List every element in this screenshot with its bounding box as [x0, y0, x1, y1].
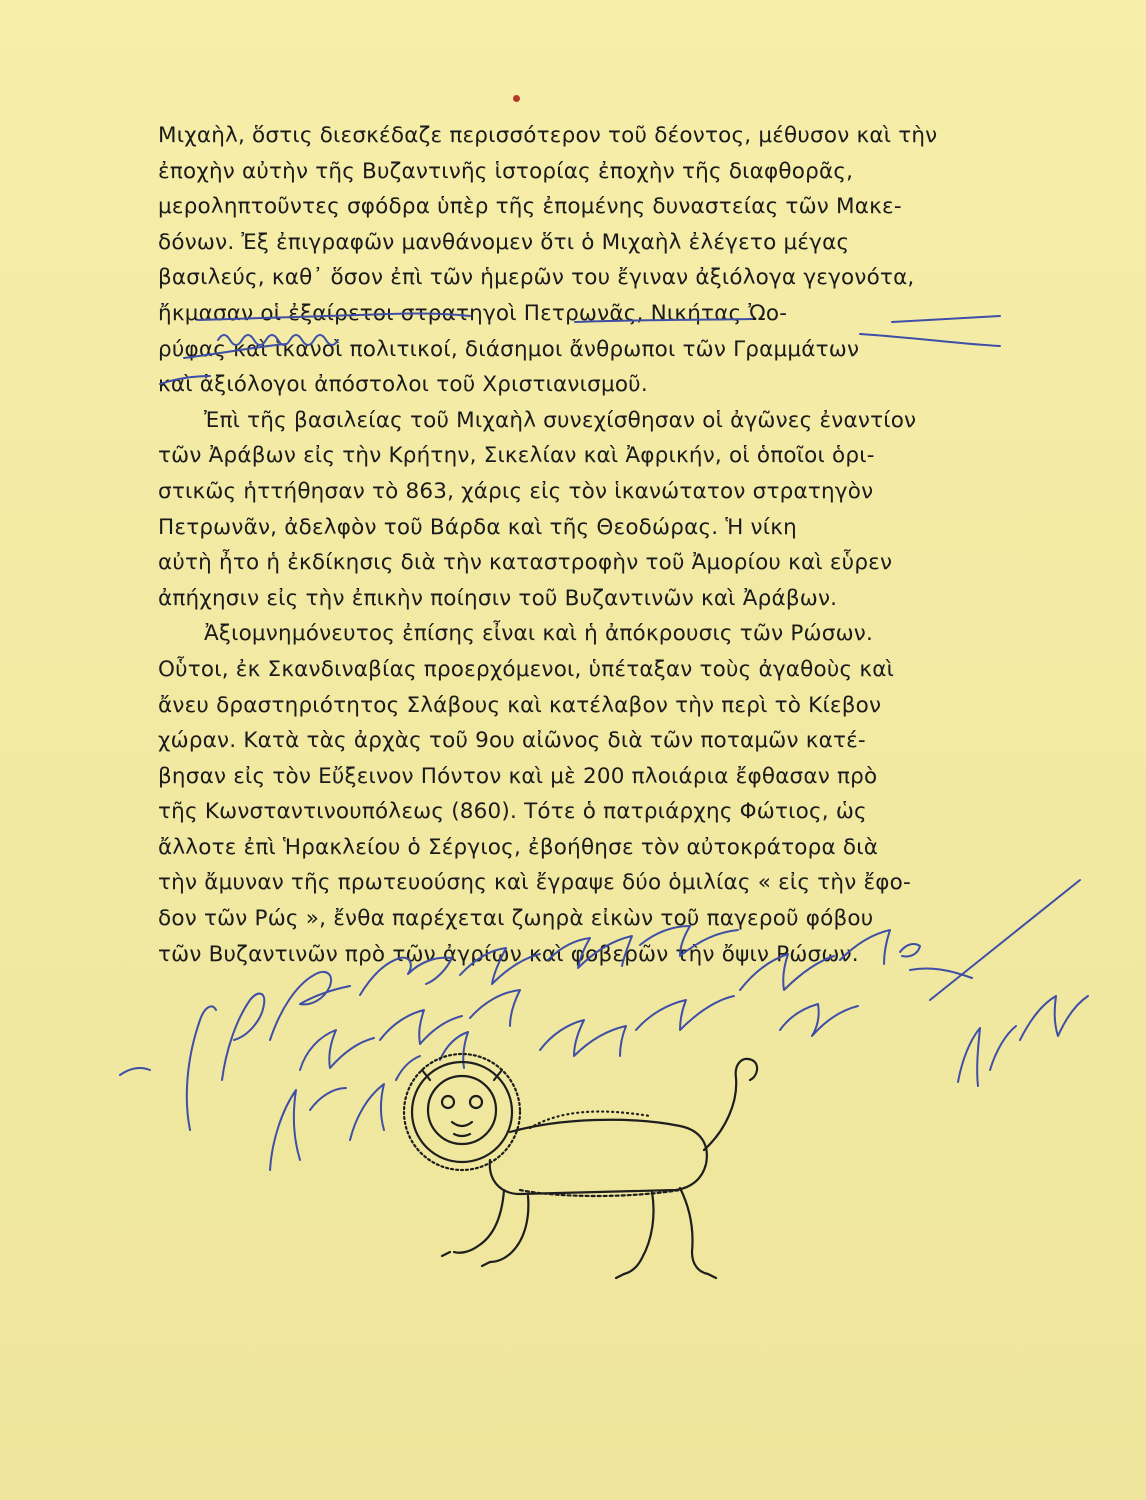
text-line: βησαν εἰς τὸν Εὔξεινον Πόντον καὶ μὲ 200 πλοιάρια ἔφθασαν πρὸ: [158, 763, 878, 789]
inscription-stroke: [300, 1030, 374, 1070]
signature-stroke: [1020, 996, 1088, 1040]
text-line: τὴν ἄμυναν τῆς πρωτευούσης καὶ ἔγραψε δύο ὁμιλίας « εἰς τὴν ἔφο-: [158, 870, 911, 896]
inscription-stroke: [270, 1088, 346, 1170]
lion-vignette: [380, 1040, 780, 1290]
text-line: Πετρωνᾶν, ἀδελφὸν τοῦ Βάρδα καὶ τῆς Θεοδώρας. Ἡ νίκη: [158, 514, 797, 540]
signature-stroke: [958, 1026, 1016, 1086]
inscription-stroke: [120, 1068, 150, 1075]
inscription-stroke: [636, 996, 734, 1030]
body-text: [158, 118, 998, 972]
inscription-stroke: [780, 1004, 858, 1036]
text-line: τῶν Ἀράβων εἰς τὴν Κρήτην, Σικελίαν καὶ Ἀφρικήν, οἱ ὁποῖοι ὁρι-: [158, 443, 875, 469]
text-line: μεροληπτοῦντες σφόδρα ὑπὲρ τῆς ἐπομένης δυναστείας τῶν Μακε-: [158, 194, 902, 220]
text-line: τῶν Βυζαντινῶν πρὸ τῶν ἀγρίων καὶ φοβερῶν τὴν ὄψιν Ρώσων.: [158, 941, 859, 967]
inscription-stroke: [222, 994, 264, 1080]
red-ink-dot: [513, 95, 520, 102]
paragraph-2: [158, 403, 998, 617]
inscription-stroke: [380, 1010, 462, 1044]
paragraph-1: [158, 118, 998, 403]
text-line: ἄλλοτε ἐπὶ Ἡρακλείου ὁ Σέργιος, ἐβοήθησε τὸν αὐτοκράτορα διὰ: [158, 834, 879, 860]
text-line: στικῶς ἡττήθησαν τὸ 863, χάρις εἰς τὸν ἱκανώτατον στρατηγὸν: [158, 478, 874, 504]
text-line: ἄνευ δραστηριότητος Σλάβους καὶ κατέλαβον τὴν περὶ τὸ Κίεβον: [158, 692, 882, 718]
text-line: καὶ ἀξιόλογοι ἀπόστολοι τοῦ Χριστιανισμοῦ.: [158, 372, 648, 398]
text-line: αὐτὴ ἦτο ἡ ἐκδίκησις διὰ τὴν καταστροφὴν τοῦ Ἀμορίου καὶ εὗρεν: [158, 550, 893, 576]
text-line: Ἐπὶ τῆς βασιλείας τοῦ Μιχαὴλ συνεχίσθησαν οἱ ἀγῶνες ἐναντίον: [204, 407, 917, 433]
text-line: Οὗτοι, ἐκ Σκανδιναβίας προερχόμενοι, ὑπέταξαν τοὺς ἀγαθοὺς καὶ: [158, 656, 895, 682]
inscription-stroke: [270, 972, 350, 1040]
text-line: τῆς Κωνσταντινουπόλεως (860). Τότε ὁ πατριάρχης Φώτιος, ὡς: [158, 799, 867, 825]
text-line: ἀπήχησιν εἰς τὴν ἐπικὴν ποίησιν τοῦ Βυζαντινῶν καὶ Ἀράβων.: [158, 585, 838, 611]
paragraph-3: [158, 616, 998, 972]
text-line: ἤκμασαν οἱ ἐξαίρετοι στρατηγοὶ Πετρωνᾶς, Νικήτας Ὠο-: [158, 300, 788, 326]
text-line: χώραν. Κατὰ τὰς ἀρχὰς τοῦ 9ου αἰῶνος διὰ τῶν ποταμῶν κατέ-: [158, 728, 866, 754]
text-line: δόνων. Ἐξ ἐπιγραφῶν μανθάνομεν ὅτι ὁ Μιχαὴλ ἐλέγετο μέγας: [158, 229, 850, 255]
text-line: ἐποχὴν αὐτὴν τῆς Βυζαντινῆς ἱστορίας ἐποχὴν τῆς διαφθορᾶς,: [158, 158, 854, 184]
text-line: ρύφας καὶ ἱκανοὶ πολιτικοί, διάσημοι ἄνθρωποι τῶν Γραμμάτων: [158, 336, 860, 362]
inscription-stroke: [470, 990, 520, 1026]
text-line: δον τῶν Ρώς », ἔνθα παρέχεται ζωηρὰ εἰκὼν τοῦ παγεροῦ φόβου: [158, 906, 874, 932]
text-line: Μιχαὴλ, ὅστις διεσκέδαζε περισσότερον τοῦ δέοντος, μέθυσον καὶ τὴν: [158, 123, 938, 148]
text-line: βασιλεύς, καθ᾽ ὅσον ἐπὶ τῶν ἡμερῶν του ἔγιναν ἀξιόλογα γεγονότα,: [158, 265, 915, 291]
text-line: Ἀξιομνημόνευτος ἐπίσης εἶναι καὶ ἡ ἀπόκρουσις τῶν Ρώσων.: [204, 621, 874, 647]
inscription-stroke: [187, 1006, 216, 1130]
